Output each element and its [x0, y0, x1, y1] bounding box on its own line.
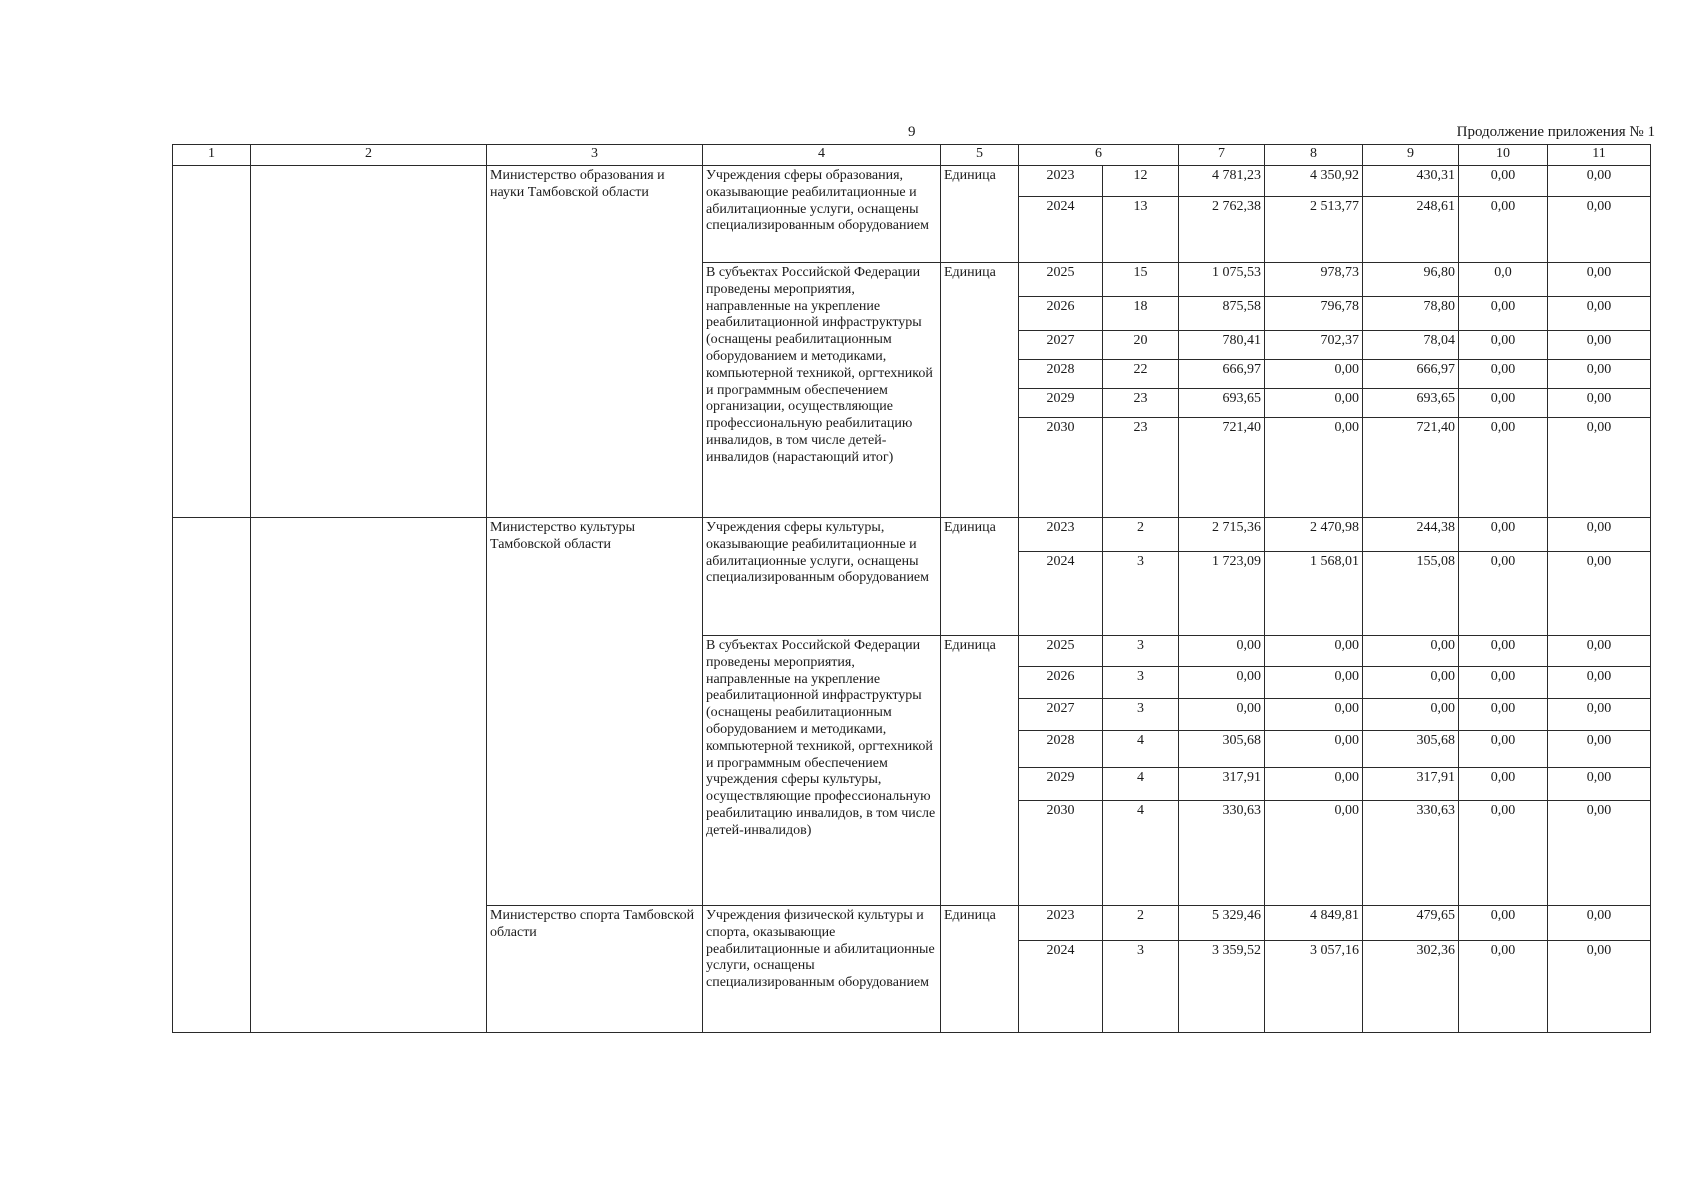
value-cell: 4 781,23	[1179, 166, 1265, 197]
result-cell: Учреждения сферы образования, оказывающие реабилитационные и абилитационные услуги, оснащены специализированным оборудованием	[703, 166, 941, 263]
value-cell: 302,36	[1363, 941, 1459, 1033]
cell-col2	[251, 166, 487, 518]
count-cell: 3	[1103, 699, 1179, 731]
value-cell: 4 849,81	[1265, 906, 1363, 941]
value-cell: 0,00	[1548, 801, 1651, 906]
executor-cell: Министерство спорта Тамбовской области	[487, 906, 703, 1033]
value-cell: 430,31	[1363, 166, 1459, 197]
value-cell: 0,00	[1265, 667, 1363, 699]
count-cell: 23	[1103, 389, 1179, 418]
value-cell: 0,00	[1548, 731, 1651, 768]
appendix-caption: Продолжение приложения № 1	[1456, 124, 1655, 140]
value-cell: 1 568,01	[1265, 552, 1363, 636]
unit-cell: Единица	[941, 906, 1019, 1033]
value-cell: 0,00	[1548, 418, 1651, 518]
value-cell: 3 057,16	[1265, 941, 1363, 1033]
column-header: 8	[1265, 145, 1363, 166]
value-cell: 96,80	[1363, 263, 1459, 297]
value-cell: 0,00	[1548, 518, 1651, 552]
year-cell: 2024	[1019, 552, 1103, 636]
count-cell: 3	[1103, 667, 1179, 699]
value-cell: 721,40	[1179, 418, 1265, 518]
column-header: 11	[1548, 145, 1651, 166]
column-number-row	[173, 145, 1651, 166]
value-cell: 693,65	[1179, 389, 1265, 418]
unit-cell: Единица	[941, 166, 1019, 263]
column-header: 3	[487, 145, 703, 166]
year-cell: 2029	[1019, 768, 1103, 801]
value-cell: 875,58	[1179, 297, 1265, 331]
unit-cell: Единица	[941, 636, 1019, 906]
table-row	[173, 518, 1651, 552]
count-cell: 12	[1103, 166, 1179, 197]
count-cell: 4	[1103, 801, 1179, 906]
column-header: 6	[1019, 145, 1179, 166]
year-cell: 2028	[1019, 731, 1103, 768]
value-cell: 479,65	[1363, 906, 1459, 941]
value-cell: 1 075,53	[1179, 263, 1265, 297]
column-header: 7	[1179, 145, 1265, 166]
value-cell: 78,04	[1363, 331, 1459, 360]
year-cell: 2029	[1019, 389, 1103, 418]
count-cell: 2	[1103, 518, 1179, 552]
value-cell: 0,00	[1548, 667, 1651, 699]
value-cell: 666,97	[1363, 360, 1459, 389]
value-cell: 0,00	[1459, 552, 1548, 636]
year-cell: 2026	[1019, 667, 1103, 699]
value-cell: 5 329,46	[1179, 906, 1265, 941]
count-cell: 4	[1103, 731, 1179, 768]
value-cell: 0,00	[1459, 518, 1548, 552]
year-cell: 2028	[1019, 360, 1103, 389]
count-cell: 23	[1103, 418, 1179, 518]
value-cell: 0,00	[1548, 331, 1651, 360]
value-cell: 0,00	[1548, 768, 1651, 801]
value-cell: 0,00	[1548, 297, 1651, 331]
value-cell: 0,0	[1459, 263, 1548, 297]
count-cell: 13	[1103, 197, 1179, 263]
value-cell: 2 470,98	[1265, 518, 1363, 552]
value-cell: 0,00	[1459, 389, 1548, 418]
value-cell: 0,00	[1179, 699, 1265, 731]
value-cell: 0,00	[1265, 731, 1363, 768]
year-cell: 2024	[1019, 941, 1103, 1033]
executor-cell: Министерство культуры Тамбовской области	[487, 518, 703, 906]
year-cell: 2030	[1019, 418, 1103, 518]
value-cell: 0,00	[1179, 636, 1265, 667]
executor-cell: Министерство образования и науки Тамбовской области	[487, 166, 703, 518]
value-cell: 721,40	[1363, 418, 1459, 518]
value-cell: 0,00	[1265, 801, 1363, 906]
column-header: 9	[1363, 145, 1459, 166]
value-cell: 0,00	[1265, 360, 1363, 389]
value-cell: 0,00	[1265, 418, 1363, 518]
count-cell: 3	[1103, 552, 1179, 636]
value-cell: 0,00	[1459, 906, 1548, 941]
column-header: 2	[251, 145, 487, 166]
count-cell: 2	[1103, 906, 1179, 941]
value-cell: 4 350,92	[1265, 166, 1363, 197]
value-cell: 155,08	[1363, 552, 1459, 636]
value-cell: 0,00	[1548, 906, 1651, 941]
value-cell: 0,00	[1548, 699, 1651, 731]
value-cell: 0,00	[1459, 731, 1548, 768]
value-cell: 248,61	[1363, 197, 1459, 263]
year-cell: 2025	[1019, 636, 1103, 667]
column-header: 4	[703, 145, 941, 166]
value-cell: 0,00	[1179, 667, 1265, 699]
value-cell: 305,68	[1179, 731, 1265, 768]
count-cell: 4	[1103, 768, 1179, 801]
value-cell: 1 723,09	[1179, 552, 1265, 636]
value-cell: 0,00	[1363, 699, 1459, 731]
year-cell: 2027	[1019, 331, 1103, 360]
count-cell: 3	[1103, 636, 1179, 667]
value-cell: 317,91	[1363, 768, 1459, 801]
value-cell: 0,00	[1459, 331, 1548, 360]
unit-cell: Единица	[941, 263, 1019, 518]
result-cell: В субъектах Российской Федерации проведены мероприятия, направленные на укрепление реабилитационной инфраструктуры (оснащены реабилитационным оборудованием и методиками, компьютерной техникой, оргтехникой и программным обеспечением организации, осуществляющие профессиональную реабилитацию инвалидов, в том числе детей-инвалидов (нарастающий итог)	[703, 263, 941, 518]
column-header: 1	[173, 145, 251, 166]
data-table	[172, 144, 1651, 1033]
value-cell: 2 715,36	[1179, 518, 1265, 552]
value-cell: 0,00	[1548, 389, 1651, 418]
value-cell: 330,63	[1179, 801, 1265, 906]
value-cell: 666,97	[1179, 360, 1265, 389]
value-cell: 702,37	[1265, 331, 1363, 360]
count-cell: 22	[1103, 360, 1179, 389]
result-cell: В субъектах Российской Федерации проведены мероприятия, направленные на укрепление реабилитационной инфраструктуры (оснащены реабилитационным оборудованием и методиками, компьютерной техникой, оргтехникой и программным обеспечением учреждения сферы культуры, осуществляющие профессиональную реабилитацию инвалидов, в том числе детей-инвалидов)	[703, 636, 941, 906]
count-cell: 18	[1103, 297, 1179, 331]
value-cell: 0,00	[1459, 166, 1548, 197]
year-cell: 2024	[1019, 197, 1103, 263]
value-cell: 780,41	[1179, 331, 1265, 360]
value-cell: 0,00	[1459, 360, 1548, 389]
value-cell: 978,73	[1265, 263, 1363, 297]
value-cell: 0,00	[1459, 197, 1548, 263]
value-cell: 0,00	[1548, 636, 1651, 667]
cell-col1	[173, 166, 251, 518]
count-cell: 20	[1103, 331, 1179, 360]
year-cell: 2027	[1019, 699, 1103, 731]
value-cell: 0,00	[1548, 166, 1651, 197]
year-cell: 2023	[1019, 518, 1103, 552]
value-cell: 0,00	[1548, 552, 1651, 636]
page-number: 9	[908, 124, 916, 140]
value-cell: 2 762,38	[1179, 197, 1265, 263]
year-cell: 2026	[1019, 297, 1103, 331]
value-cell: 0,00	[1459, 801, 1548, 906]
unit-cell: Единица	[941, 518, 1019, 636]
value-cell: 0,00	[1363, 636, 1459, 667]
value-cell: 244,38	[1363, 518, 1459, 552]
result-cell: Учреждения физической культуры и спорта, оказывающие реабилитационные и абилитационные услуги, оснащены специализированным оборудованием	[703, 906, 941, 1033]
year-cell: 2025	[1019, 263, 1103, 297]
column-header: 5	[941, 145, 1019, 166]
value-cell: 78,80	[1363, 297, 1459, 331]
value-cell: 0,00	[1459, 418, 1548, 518]
value-cell: 0,00	[1548, 360, 1651, 389]
value-cell: 796,78	[1265, 297, 1363, 331]
value-cell: 0,00	[1459, 941, 1548, 1033]
value-cell: 0,00	[1363, 667, 1459, 699]
value-cell: 693,65	[1363, 389, 1459, 418]
table-row	[173, 166, 1651, 197]
value-cell: 317,91	[1179, 768, 1265, 801]
value-cell: 0,00	[1548, 197, 1651, 263]
count-cell: 15	[1103, 263, 1179, 297]
result-cell: Учреждения сферы культуры, оказывающие реабилитационные и абилитационные услуги, оснащены специализированным оборудованием	[703, 518, 941, 636]
cell-col1	[173, 518, 251, 1033]
value-cell: 330,63	[1363, 801, 1459, 906]
cell-col2	[251, 518, 487, 1033]
column-header: 10	[1459, 145, 1548, 166]
value-cell: 0,00	[1265, 636, 1363, 667]
year-cell: 2023	[1019, 906, 1103, 941]
value-cell: 0,00	[1459, 297, 1548, 331]
value-cell: 305,68	[1363, 731, 1459, 768]
value-cell: 2 513,77	[1265, 197, 1363, 263]
year-cell: 2030	[1019, 801, 1103, 906]
value-cell: 0,00	[1459, 667, 1548, 699]
value-cell: 0,00	[1265, 699, 1363, 731]
value-cell: 0,00	[1265, 768, 1363, 801]
value-cell: 3 359,52	[1179, 941, 1265, 1033]
value-cell: 0,00	[1459, 768, 1548, 801]
value-cell: 0,00	[1548, 263, 1651, 297]
year-cell: 2023	[1019, 166, 1103, 197]
value-cell: 0,00	[1265, 389, 1363, 418]
value-cell: 0,00	[1459, 636, 1548, 667]
value-cell: 0,00	[1459, 699, 1548, 731]
value-cell: 0,00	[1548, 941, 1651, 1033]
count-cell: 3	[1103, 941, 1179, 1033]
